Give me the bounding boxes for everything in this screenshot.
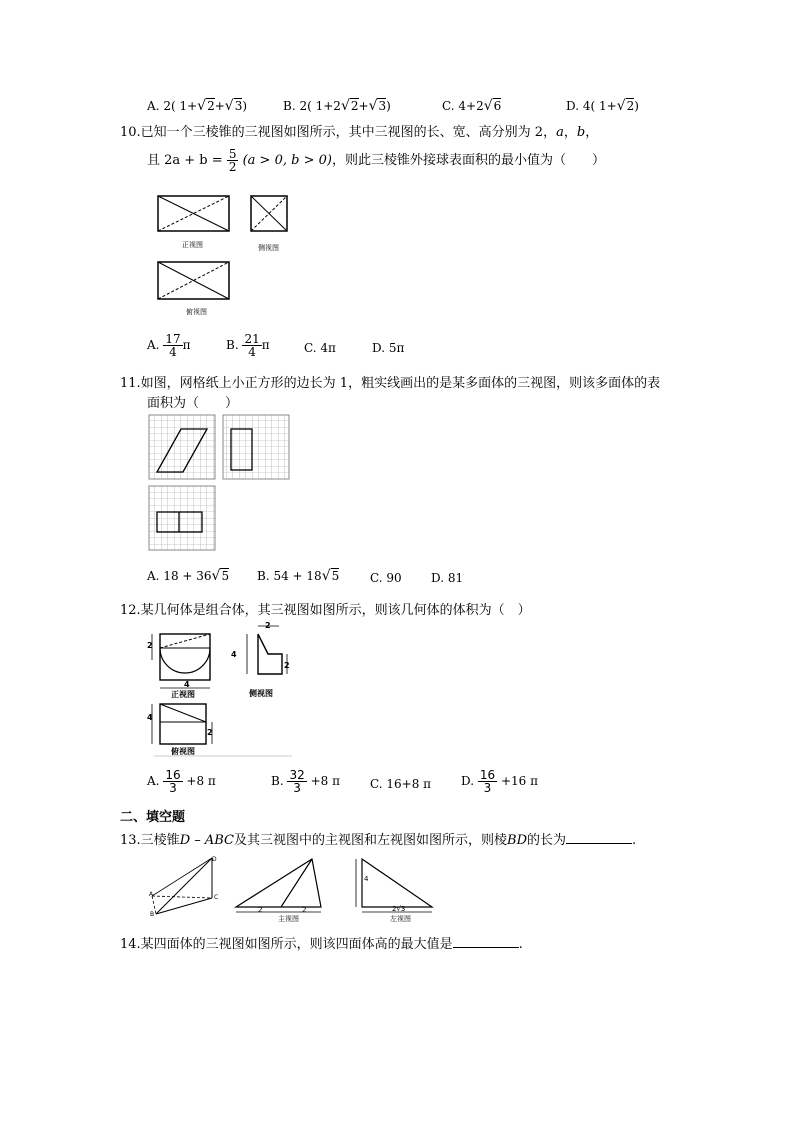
q11-front-view (149, 415, 215, 479)
q13-point-d: D (212, 856, 217, 863)
q13-point-c: C (214, 894, 219, 901)
q13-answer-blank[interactable] (566, 831, 632, 844)
q12-stem: 12.某几何体是组合体，其三视图如图所示，则该几何体的体积为（ ） (120, 603, 531, 618)
q10-option-c: C. 4π (304, 341, 336, 355)
q12-top-dim-4: 4 (147, 713, 153, 722)
q10-option-b: B. $\frac{21}{4}$ π (226, 332, 270, 359)
q11-top-view (149, 486, 215, 550)
q10-front-view-label: 正视图 (182, 241, 203, 249)
q12-side-label: 侧视图 (249, 689, 273, 698)
q10-option-a: A. $\frac{17}{4}$ π (147, 332, 191, 359)
q14-stem: 14.某四面体的三视图如图所示，则该四面体高的最大值是 . (120, 937, 523, 952)
q13-main-dim-2b: 2 (302, 906, 307, 914)
q10-side-view (251, 196, 287, 231)
q9-option-b: B. 2( 1+2√2+√3) (283, 98, 391, 114)
q10-top-view (158, 262, 229, 299)
q13-pyramid (152, 858, 212, 914)
q11-option-b: B. 54 + 18√5 (257, 568, 340, 584)
q11-option-c: C. 90 (370, 571, 402, 585)
q13-main-label: 主视图 (278, 915, 299, 923)
q13-stem: 13.三棱锥D – ABC及其三视图中的主视图和左视图如图所示，则棱BD的长为 . (120, 833, 637, 848)
q13-left-label: 左视图 (390, 915, 411, 923)
q9-option-a: A. 2( 1+√2+√3) (147, 98, 248, 114)
q13-left-dim-4: 4 (364, 875, 369, 883)
q10-stem-line1: 10.已知一个三棱锥的三视图如图所示，其中三视图的长、宽、高分别为 2，a，b， (120, 125, 599, 140)
q13-point-b: B (150, 911, 155, 918)
q11-stem-line1: 11.如图，网格纸上小正方形的边长为 1，粗实线画出的是某多面体的三视图，则该多面体的表 (120, 376, 661, 391)
q13-left-dim-2r3: 2√3 (392, 905, 406, 913)
q12-side-dim-2-top: 2 (265, 621, 271, 630)
q12-front-view (152, 634, 210, 688)
q10-fraction: $\frac{5}{2}$ (228, 147, 237, 174)
q12-front-dim-2: 2 (147, 641, 153, 650)
q10-front-view (158, 196, 229, 231)
q9-option-c: C. 4+2√6 (442, 98, 502, 114)
q12-front-dim-4: 4 (184, 680, 190, 689)
q10-three-views-figure (150, 188, 300, 323)
q10-stem-line2: 且 2a + b = $\frac{5}{2}$ (a > 0, b > 0)，则此三棱锥外接球表面积的最小值为（ ） (147, 147, 605, 174)
q12-front-label: 正视图 (171, 690, 195, 699)
q12-top-dim-2: 2 (207, 728, 213, 737)
q13-main-dim-2a: 2 (258, 906, 263, 914)
q12-option-a: A. $\frac{16}{3}$ +8 π (147, 768, 216, 795)
q10-option-d: D. 5π (372, 341, 405, 355)
q12-option-d: D. $\frac{16}{3}$ +16 π (461, 768, 538, 795)
section-title: 二、填空题 (120, 810, 186, 825)
q9-option-d: D. 4( 1+√2) (566, 98, 639, 114)
q11-stem-line2: 面积为（ ） (147, 396, 239, 411)
q12-side-dim-2-right: 2 (284, 661, 290, 670)
q10-side-view-label: 侧视图 (258, 244, 279, 252)
q13-main-view (236, 859, 321, 912)
q11-option-d: D. 81 (431, 571, 464, 585)
q12-side-dim-4: 4 (231, 650, 237, 659)
q12-side-view (247, 626, 287, 674)
q11-side-view (223, 415, 289, 479)
q12-option-b: B. $\frac{32}{3}$ +8 π (271, 768, 340, 795)
q11-three-views-figure (148, 414, 293, 552)
q12-top-label: 俯视图 (171, 747, 195, 756)
q12-option-c: C. 16+8 π (370, 777, 432, 791)
q13-point-a: A (149, 891, 154, 898)
q10-top-view-label: 俯视图 (186, 308, 207, 316)
q11-option-a: A. 18 + 36√5 (147, 568, 230, 584)
q14-answer-blank[interactable] (453, 935, 519, 948)
